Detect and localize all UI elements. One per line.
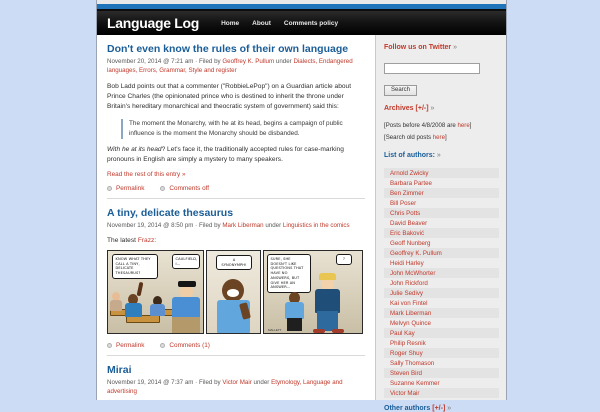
post-2 bbox=[107, 207, 365, 356]
comic-panel-2 bbox=[206, 250, 261, 334]
author-item[interactable]: Steven Bird bbox=[384, 368, 499, 378]
comic-panel-1-bubble-2: CAULFIELD, I... bbox=[172, 254, 200, 269]
author-item[interactable]: Roger Shuy bbox=[384, 348, 499, 358]
post-2-footer bbox=[107, 342, 365, 355]
content-columns bbox=[97, 35, 506, 412]
post-2-comments[interactable] bbox=[160, 342, 209, 349]
site-title[interactable]: Language Log bbox=[107, 15, 200, 31]
author-item[interactable]: Ben Zimmer bbox=[384, 188, 499, 198]
comments-icon bbox=[160, 186, 165, 191]
author-item[interactable]: Geoffrey K. Pullum bbox=[384, 248, 499, 258]
raised-arm bbox=[137, 282, 143, 296]
post-3 bbox=[107, 364, 365, 397]
post-1-paragraph-2 bbox=[107, 145, 365, 165]
comic-panel-1 bbox=[107, 250, 204, 334]
post-1 bbox=[107, 43, 365, 199]
author-item[interactable]: Geoff Nunberg bbox=[384, 238, 499, 248]
author-item[interactable]: Arnold Zwicky bbox=[384, 168, 499, 178]
author-item[interactable]: Julie Sedivy bbox=[384, 288, 499, 298]
post-2-divider bbox=[107, 355, 365, 356]
teacher-body bbox=[172, 297, 200, 319]
sidebar-note-search-old bbox=[384, 133, 499, 143]
post-1-body-2 bbox=[107, 145, 365, 165]
post-2-under-label: under bbox=[265, 222, 282, 230]
post-2-filed-label: Filed by bbox=[198, 222, 221, 230]
frazz-legs bbox=[317, 311, 338, 331]
post-1-categories[interactable]: Dialects, Endangered languages, Errors, Grammar, Style and register bbox=[107, 58, 353, 75]
caulfield-body-p3 bbox=[285, 302, 304, 319]
author-item[interactable]: Suzanne Kemmer bbox=[384, 378, 499, 388]
comic-panel-2-bubble: A SYNONYMPH! bbox=[216, 255, 252, 270]
comic-panel-3-bubble-2: ? bbox=[336, 254, 352, 265]
other-authors-toggle[interactable]: [+/-] bbox=[432, 405, 446, 412]
post-1-author-link[interactable]: Geoffrey K. Pullum bbox=[222, 58, 275, 66]
post-1-paragraph-2-rest: ? Let's face it, the traditionally accepted rules for case-marking pronouns in English are simply a mystery to many speakers. bbox=[107, 145, 344, 163]
post-2-categories[interactable]: Linguistics in the comics bbox=[282, 222, 350, 230]
post-2-latest-label: The latest bbox=[107, 237, 136, 245]
comic-signature: MALLETT bbox=[268, 328, 282, 333]
note-2-suffix: ] bbox=[444, 134, 447, 142]
author-item[interactable]: Paul Kay bbox=[384, 328, 499, 338]
post-2-permalink[interactable] bbox=[107, 342, 144, 349]
comic-panel-1-bubble-1: KNOW WHAT THEY CALL A TINY, DELICATE THESAURUS? bbox=[112, 254, 158, 279]
post-2-author-link[interactable]: Mark Liberman bbox=[222, 222, 264, 230]
student-body-3 bbox=[150, 304, 165, 316]
author-item[interactable]: Heidi Harley bbox=[384, 258, 499, 268]
post-3-author-link[interactable]: Victor Mair bbox=[222, 379, 252, 387]
search-block bbox=[384, 60, 499, 96]
post-1-emphasis: With he at its head bbox=[107, 145, 162, 153]
frazz-hair bbox=[319, 273, 336, 280]
sidebar-archives-label: Archives bbox=[384, 105, 414, 112]
sidebar-other-authors-label: Other authors bbox=[384, 405, 431, 412]
author-item[interactable]: John McWhorter bbox=[384, 268, 499, 278]
nav-item-about[interactable]: About bbox=[252, 19, 271, 27]
post-2-meta: November 19, 2014 @ 8:50 pm · Filed by Mark Liberman under Linguistics in the comics bbox=[107, 222, 350, 230]
post-1-blockquote: The moment the Monarchy, with he at its head, begins a campaign of public influence is the moment the Monarchy should be disbanded. bbox=[121, 119, 365, 139]
sidebar-authors-label: List of authors: bbox=[384, 152, 435, 160]
site-header bbox=[97, 11, 506, 35]
post-2-permalink-label: Permalink bbox=[116, 342, 145, 350]
note-2-link[interactable]: here bbox=[432, 134, 445, 142]
author-item[interactable]: Kai von Fintel bbox=[384, 298, 499, 308]
student-body-1 bbox=[110, 300, 122, 311]
post-2-latest-line bbox=[107, 237, 365, 244]
author-item[interactable]: Philip Resnik bbox=[384, 338, 499, 348]
post-1-permalink-label: Permalink bbox=[116, 184, 145, 192]
teacher-pants bbox=[172, 317, 200, 333]
chevron-right-icon: » bbox=[447, 405, 452, 412]
sidebar-notes bbox=[384, 121, 499, 143]
author-item[interactable]: John Rickford bbox=[384, 278, 499, 288]
note-2-prefix: [Search old posts bbox=[384, 134, 433, 142]
archives-toggle[interactable]: [+/-] bbox=[415, 105, 429, 112]
permalink-icon bbox=[107, 186, 112, 191]
sidebar-archives-heading[interactable] bbox=[384, 105, 499, 112]
nav-item-comments-policy[interactable]: Comments policy bbox=[283, 19, 339, 27]
post-2-comments-label: Comments (1) bbox=[169, 342, 210, 350]
search-input[interactable] bbox=[384, 63, 480, 74]
author-item[interactable]: Mark Liberman bbox=[384, 308, 499, 318]
post-3-title[interactable]: Mirai bbox=[107, 364, 132, 377]
post-2-date: November 19, 2014 @ 8:50 pm bbox=[107, 222, 194, 230]
chevron-right-icon: » bbox=[453, 44, 458, 51]
sidebar-twitter-label: Follow us on Twitter bbox=[384, 44, 452, 51]
comments-icon bbox=[160, 343, 165, 348]
author-item[interactable]: Chris Potts bbox=[384, 208, 499, 218]
post-1-filed-label: Filed by bbox=[198, 58, 221, 66]
post-1-comments-label: Comments off bbox=[169, 184, 210, 192]
nav-item-home[interactable]: Home bbox=[221, 19, 240, 27]
frazz-shoe-left bbox=[313, 329, 325, 333]
teacher-hat bbox=[178, 281, 196, 287]
frazz-shoe-right bbox=[332, 329, 344, 333]
post-3-filed-label: Filed by bbox=[198, 379, 221, 387]
author-item[interactable]: David Beaver bbox=[384, 218, 499, 228]
post-2-latest-colon: : bbox=[154, 237, 157, 245]
site-container bbox=[96, 0, 507, 412]
post-1-footer bbox=[107, 185, 365, 198]
permalink-icon bbox=[107, 343, 112, 348]
main-content bbox=[97, 35, 375, 400]
note-1-suffix: ] bbox=[469, 122, 472, 129]
author-item[interactable]: Barbara Partee bbox=[384, 178, 499, 188]
caulfield-mouth bbox=[227, 289, 239, 297]
post-3-date: November 19, 2014 @ 7:37 am bbox=[107, 379, 194, 387]
chevron-right-icon: » bbox=[436, 152, 441, 160]
author-item[interactable]: Melvyn Quince bbox=[384, 318, 499, 328]
post-1-meta: November 20, 2014 @ 7:21 am · Filed by Geoffrey K. Pullum under Dialects, Endangered languages, Errors, Grammar, Style and register bbox=[107, 58, 353, 75]
post-1-under-label: under bbox=[275, 58, 292, 66]
search-button[interactable]: Search bbox=[384, 85, 417, 96]
authors-list bbox=[384, 168, 499, 398]
student-body-caulfield bbox=[125, 303, 142, 317]
comic-panel-3-bubble-1: SURE, SHE DOESN'T LIKE QUESTIONS THAT HAVE NO ANSWERS, BUT GIVE HER AN ANSWER... bbox=[267, 254, 311, 293]
post-3-categories[interactable]: Etymology, Language and advertising bbox=[107, 379, 343, 396]
caulfield-pants-p3 bbox=[287, 318, 302, 331]
frazz-body bbox=[315, 289, 340, 313]
post-1-date: November 20, 2014 @ 7:21 am bbox=[107, 58, 194, 66]
comic-panel-3 bbox=[263, 250, 363, 334]
post-1-permalink[interactable] bbox=[107, 185, 144, 192]
post-1-divider bbox=[107, 198, 365, 199]
comic-strip bbox=[107, 250, 365, 334]
author-item[interactable]: Sally Thomason bbox=[384, 358, 499, 368]
post-1-body bbox=[107, 82, 365, 113]
author-item[interactable]: Victor Mair bbox=[384, 388, 499, 398]
author-item[interactable]: Eric Baković bbox=[384, 228, 499, 238]
author-item[interactable]: Bill Poser bbox=[384, 198, 499, 208]
sidebar-other-authors-heading[interactable] bbox=[384, 405, 499, 412]
post-1-read-more[interactable]: Read the rest of this entry » bbox=[107, 170, 186, 178]
post-1-title[interactable]: Don't even know the rules of their own language bbox=[107, 43, 349, 55]
post-2-title[interactable]: A tiny, delicate thesaurus bbox=[107, 206, 234, 219]
sidebar bbox=[375, 35, 506, 412]
note-1-prefix: [Posts before 4/8/2008 are bbox=[384, 122, 458, 129]
post-1-comments[interactable] bbox=[160, 185, 209, 192]
post-2-frazz-link[interactable]: Frazz bbox=[137, 237, 155, 245]
main-nav bbox=[221, 20, 351, 27]
sidebar-twitter-heading[interactable] bbox=[384, 44, 499, 51]
sidebar-authors-heading[interactable] bbox=[384, 152, 499, 159]
post-3-meta: November 19, 2014 @ 7:37 am · Filed by Victor Mair under Etymology, Language and advertising bbox=[107, 379, 343, 396]
chevron-right-icon: » bbox=[430, 105, 435, 112]
post-1-paragraph-1: Bob Ladd points out that a commenter ("RobbieLePop") on a Guardian article about Prince Charles (the opinionated prince who is destined to inherit the throne under Britain's hereditary monarchical and theocratic system of government) said this: bbox=[107, 83, 352, 111]
post-3-under-label: under bbox=[253, 379, 270, 387]
sidebar-note-old-posts bbox=[384, 121, 499, 131]
note-1-link[interactable]: here bbox=[457, 122, 470, 129]
